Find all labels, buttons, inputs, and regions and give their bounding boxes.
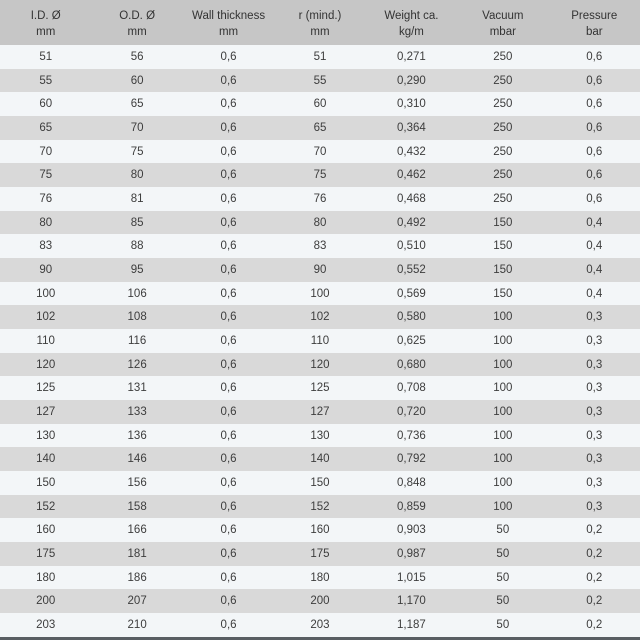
table-cell: 0,6: [183, 116, 274, 140]
table-cell: 250: [457, 163, 548, 187]
table-header: [0, 0, 640, 45]
column-header-7: [549, 0, 640, 45]
table-cell: 102: [274, 305, 365, 329]
table-row: [0, 376, 640, 400]
table-cell: 0,6: [183, 92, 274, 116]
table-cell: 0,4: [549, 258, 640, 282]
table-cell: 203: [0, 613, 91, 637]
table-cell: 0,6: [183, 376, 274, 400]
table-row: [0, 353, 640, 377]
table-cell: 0,6: [549, 116, 640, 140]
table-cell: 0,6: [183, 211, 274, 235]
table-cell: 100: [457, 329, 548, 353]
table-cell: 0,462: [366, 163, 457, 187]
table-cell: 130: [274, 424, 365, 448]
table-cell: 0,510: [366, 234, 457, 258]
table-cell: 0,6: [549, 69, 640, 93]
table-cell: 0,6: [183, 69, 274, 93]
table-cell: 140: [274, 447, 365, 471]
table-cell: 0,6: [549, 45, 640, 69]
table-cell: 186: [91, 566, 182, 590]
table-cell: 0,432: [366, 140, 457, 164]
table-cell: 125: [274, 376, 365, 400]
table-cell: 110: [0, 329, 91, 353]
column-unit: mbar: [489, 25, 516, 38]
table-cell: 75: [91, 140, 182, 164]
table-cell: 0,6: [183, 258, 274, 282]
column-unit: mm: [127, 25, 147, 38]
table-cell: 76: [274, 187, 365, 211]
table-cell: 100: [457, 471, 548, 495]
table-cell: 0,6: [183, 305, 274, 329]
table-cell: 0,3: [549, 471, 640, 495]
table-row: [0, 329, 640, 353]
table-row: [0, 234, 640, 258]
table-cell: 70: [274, 140, 365, 164]
table-cell: 0,3: [549, 305, 640, 329]
table-cell: 207: [91, 589, 182, 613]
column-label: Vacuum: [482, 9, 524, 22]
table-cell: 80: [274, 211, 365, 235]
table-cell: 1,015: [366, 566, 457, 590]
table-cell: 250: [457, 69, 548, 93]
column-label: Wall thickness: [192, 9, 266, 22]
table-row: [0, 495, 640, 519]
table-cell: 108: [91, 305, 182, 329]
table-row: [0, 542, 640, 566]
column-label: Weight ca.: [384, 9, 439, 22]
table-cell: 0,552: [366, 258, 457, 282]
table-row: [0, 92, 640, 116]
table-row: [0, 305, 640, 329]
table-cell: 0,6: [183, 613, 274, 637]
table-cell: 90: [0, 258, 91, 282]
table-cell: 0,580: [366, 305, 457, 329]
table-cell: 250: [457, 92, 548, 116]
table-cell: 0,6: [183, 471, 274, 495]
table-cell: 200: [0, 589, 91, 613]
table-cell: 160: [0, 518, 91, 542]
table-cell: 65: [91, 92, 182, 116]
table-cell: 250: [457, 140, 548, 164]
column-header-3: [183, 0, 274, 45]
table-cell: 100: [274, 282, 365, 306]
table-cell: 55: [0, 69, 91, 93]
table-cell: 0,492: [366, 211, 457, 235]
table-row: [0, 163, 640, 187]
table-cell: 75: [0, 163, 91, 187]
column-header-5: [366, 0, 457, 45]
table-row: [0, 211, 640, 235]
table-cell: 150: [457, 211, 548, 235]
table-cell: 126: [91, 353, 182, 377]
table-cell: 0,4: [549, 282, 640, 306]
table-row: [0, 518, 640, 542]
table-cell: 85: [91, 211, 182, 235]
header-row: [0, 0, 640, 45]
table-cell: 130: [0, 424, 91, 448]
table-row: [0, 447, 640, 471]
table-cell: 180: [274, 566, 365, 590]
table-cell: 156: [91, 471, 182, 495]
table-cell: 100: [0, 282, 91, 306]
table-cell: 81: [91, 187, 182, 211]
table-cell: 0,2: [549, 518, 640, 542]
table-cell: 0,987: [366, 542, 457, 566]
table-row: [0, 424, 640, 448]
table-cell: 0,792: [366, 447, 457, 471]
table-cell: 131: [91, 376, 182, 400]
table-cell: 166: [91, 518, 182, 542]
table-cell: 0,680: [366, 353, 457, 377]
table-cell: 0,4: [549, 211, 640, 235]
table-cell: 0,2: [549, 566, 640, 590]
table-cell: 51: [274, 45, 365, 69]
table-cell: 146: [91, 447, 182, 471]
table-cell: 0,3: [549, 447, 640, 471]
table-cell: 152: [274, 495, 365, 519]
table-cell: 0,625: [366, 329, 457, 353]
table-cell: 0,290: [366, 69, 457, 93]
table-cell: 0,848: [366, 471, 457, 495]
table-cell: 100: [457, 424, 548, 448]
table-cell: 102: [0, 305, 91, 329]
table-cell: 75: [274, 163, 365, 187]
table-cell: 175: [274, 542, 365, 566]
table-cell: 250: [457, 45, 548, 69]
table-cell: 116: [91, 329, 182, 353]
table-cell: 100: [457, 400, 548, 424]
table-cell: 0,6: [183, 329, 274, 353]
table-cell: 158: [91, 495, 182, 519]
table-cell: 0,2: [549, 589, 640, 613]
table-cell: 76: [0, 187, 91, 211]
table-cell: 50: [457, 566, 548, 590]
table-cell: 0,6: [183, 187, 274, 211]
table-cell: 150: [457, 282, 548, 306]
table-cell: 150: [0, 471, 91, 495]
table-cell: 60: [274, 92, 365, 116]
table-cell: 0,468: [366, 187, 457, 211]
table-cell: 50: [457, 613, 548, 637]
table-row: [0, 69, 640, 93]
table-cell: 152: [0, 495, 91, 519]
table-cell: 0,3: [549, 329, 640, 353]
table-cell: 180: [0, 566, 91, 590]
table-cell: 0,903: [366, 518, 457, 542]
table-cell: 200: [274, 589, 365, 613]
column-header-6: [457, 0, 548, 45]
table-cell: 60: [91, 69, 182, 93]
table-row: [0, 140, 640, 164]
column-unit: mm: [310, 25, 330, 38]
table-cell: 0,6: [183, 518, 274, 542]
table-cell: 0,2: [549, 542, 640, 566]
table-cell: 0,736: [366, 424, 457, 448]
table-cell: 80: [0, 211, 91, 235]
table-row: [0, 613, 640, 637]
column-label: Pressure: [571, 9, 618, 22]
table-cell: 125: [0, 376, 91, 400]
column-header-1: [0, 0, 91, 45]
column-label: O.D. Ø: [119, 9, 156, 22]
table-cell: 0,3: [549, 400, 640, 424]
table-cell: 100: [457, 305, 548, 329]
table-row: [0, 187, 640, 211]
column-unit: mm: [218, 25, 239, 38]
table-row: [0, 45, 640, 69]
table-cell: 136: [91, 424, 182, 448]
table-cell: 150: [457, 258, 548, 282]
table-cell: 50: [457, 542, 548, 566]
table-cell: 100: [457, 447, 548, 471]
column-label: r (mind.): [298, 9, 342, 22]
table-cell: 150: [274, 471, 365, 495]
table-cell: 133: [91, 400, 182, 424]
table-cell: 0,2: [549, 613, 640, 637]
table-row: [0, 471, 640, 495]
table-cell: 0,364: [366, 116, 457, 140]
table-cell: 0,6: [183, 45, 274, 69]
table-cell: 65: [0, 116, 91, 140]
table-cell: 50: [457, 589, 548, 613]
table-cell: 100: [457, 495, 548, 519]
table-cell: 90: [274, 258, 365, 282]
table-cell: 0,271: [366, 45, 457, 69]
column-header-2: [91, 0, 182, 45]
table-cell: 0,4: [549, 234, 640, 258]
table-cell: 0,3: [549, 424, 640, 448]
table-cell: 0,6: [183, 400, 274, 424]
table-row: [0, 258, 640, 282]
table-cell: 250: [457, 116, 548, 140]
table-cell: 203: [274, 613, 365, 637]
table-cell: 0,6: [183, 234, 274, 258]
bottom-divider-bar: [0, 637, 640, 640]
column-label: I.D. Ø: [30, 9, 61, 22]
table-cell: 88: [91, 234, 182, 258]
table-cell: 60: [0, 92, 91, 116]
table-cell: 160: [274, 518, 365, 542]
table-cell: 0,6: [549, 140, 640, 164]
table-cell: 56: [91, 45, 182, 69]
table-cell: 0,6: [183, 353, 274, 377]
table-cell: 0,6: [183, 566, 274, 590]
table-cell: 55: [274, 69, 365, 93]
table-cell: 0,6: [549, 92, 640, 116]
table-cell: 0,6: [183, 542, 274, 566]
table-cell: 70: [0, 140, 91, 164]
table-cell: 0,859: [366, 495, 457, 519]
table-cell: 83: [0, 234, 91, 258]
table-cell: 1,170: [366, 589, 457, 613]
table-cell: 0,6: [183, 140, 274, 164]
table-cell: 0,3: [549, 376, 640, 400]
table-cell: 250: [457, 187, 548, 211]
table-cell: 0,3: [549, 353, 640, 377]
table-body: [0, 45, 640, 637]
table-cell: 70: [91, 116, 182, 140]
table-cell: 100: [457, 353, 548, 377]
column-unit: bar: [585, 25, 603, 38]
table-cell: 127: [274, 400, 365, 424]
table-cell: 210: [91, 613, 182, 637]
table-cell: 0,569: [366, 282, 457, 306]
table-cell: 0,6: [183, 495, 274, 519]
table-cell: 80: [91, 163, 182, 187]
table-cell: 95: [91, 258, 182, 282]
table-cell: 0,6: [549, 187, 640, 211]
table-cell: 0,6: [183, 589, 274, 613]
table-cell: 1,187: [366, 613, 457, 637]
table-cell: 0,6: [183, 447, 274, 471]
table-cell: 110: [274, 329, 365, 353]
table-cell: 0,310: [366, 92, 457, 116]
table-cell: 127: [0, 400, 91, 424]
table-cell: 120: [0, 353, 91, 377]
column-header-4: [274, 0, 365, 45]
table-cell: 120: [274, 353, 365, 377]
table-cell: 0,6: [183, 424, 274, 448]
table-cell: 140: [0, 447, 91, 471]
table-row: [0, 589, 640, 613]
table-cell: 0,6: [549, 163, 640, 187]
table-cell: 0,6: [183, 282, 274, 306]
table-cell: 50: [457, 518, 548, 542]
table-row: [0, 400, 640, 424]
table-cell: 106: [91, 282, 182, 306]
table-cell: 100: [457, 376, 548, 400]
table-cell: 0,720: [366, 400, 457, 424]
table-row: [0, 116, 640, 140]
table-cell: 0,708: [366, 376, 457, 400]
table-cell: 0,3: [549, 495, 640, 519]
table-cell: 65: [274, 116, 365, 140]
table-cell: 0,6: [183, 163, 274, 187]
table-cell: 150: [457, 234, 548, 258]
table-cell: 51: [0, 45, 91, 69]
table-cell: 175: [0, 542, 91, 566]
column-unit: mm: [36, 25, 56, 38]
column-unit: kg/m: [398, 25, 424, 38]
table-row: [0, 282, 640, 306]
table-cell: 83: [274, 234, 365, 258]
table-cell: 181: [91, 542, 182, 566]
table-row: [0, 566, 640, 590]
